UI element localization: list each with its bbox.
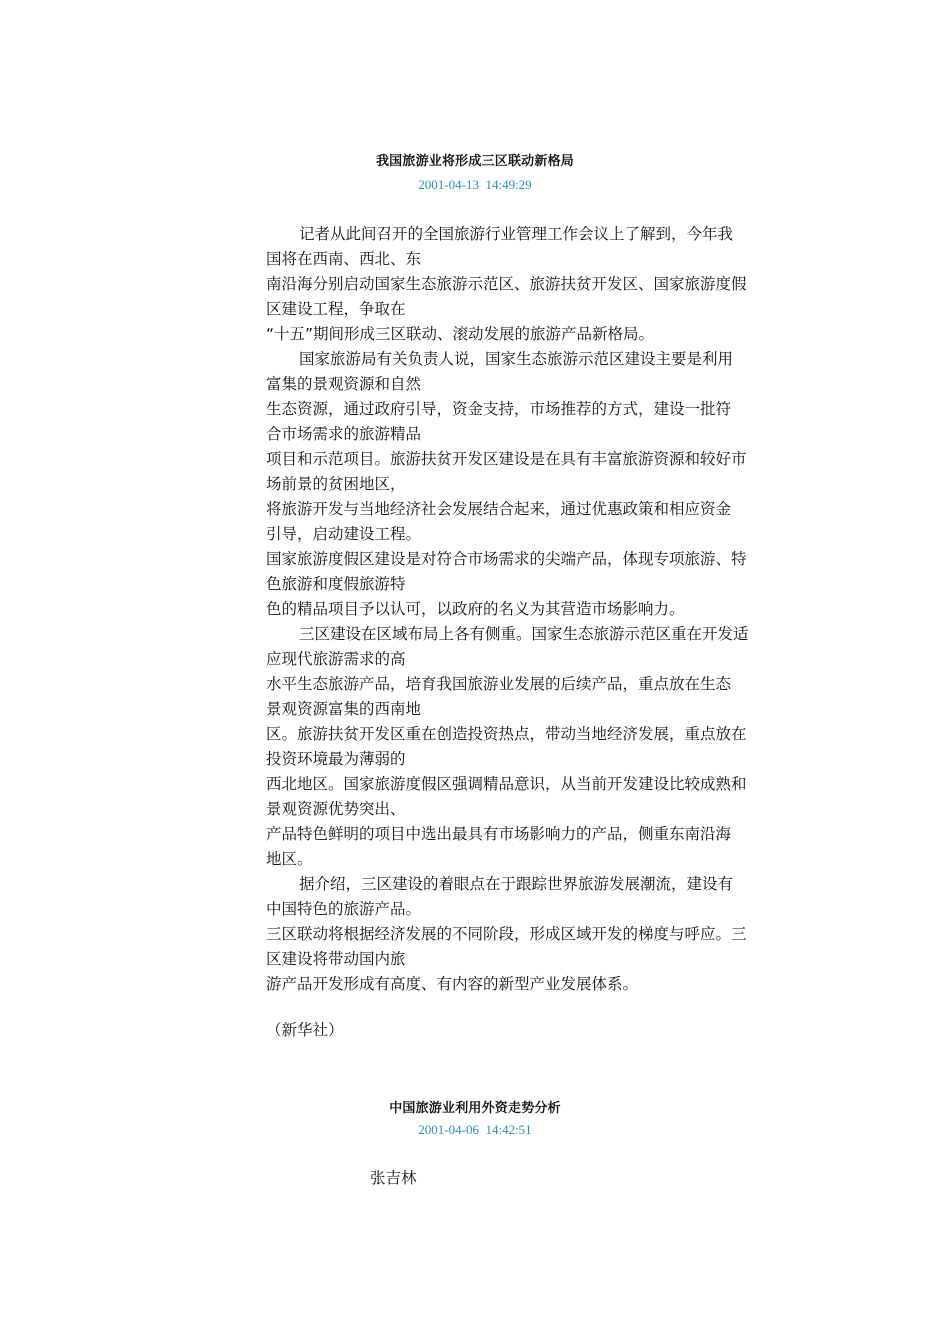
body-line: 南沿海分别启动国家生态旅游示范区、旅游扶贫开发区、国家旅游度假 (266, 275, 747, 293)
article-2-author: 张吉林 (370, 1169, 417, 1187)
body-line: 地区。 (266, 850, 313, 868)
body-line: 场前景的贫困地区， (266, 475, 406, 493)
body-line: 项目和示范项目。旅游扶贫开发区建设是在具有丰富旅游资源和较好市 (266, 450, 747, 468)
body-line: 富集的景观资源和自然 (266, 375, 422, 393)
body-line: 投资环境最为薄弱的 (266, 750, 406, 768)
body-line: 游产品开发形成有高度、有内容的新型产业发展体系。 (266, 975, 639, 993)
body-line: 色旅游和度假旅游特 (266, 575, 406, 593)
body-line: 记者从此间召开的全国旅游行业管理工作会议上了解到，今年我 (299, 225, 734, 243)
article-2-title: 中国旅游业利用外资走势分析 (389, 1101, 561, 1116)
body-line: 产品特色鲜明的项目中选出最具有市场影响力的产品，侧重东南沿海 (266, 825, 732, 843)
article-2-date: 2001-04-06 14:42:51 (418, 1122, 532, 1137)
body-line: 区建设工程，争取在 (266, 300, 406, 318)
body-line: 景观资源富集的西南地 (266, 700, 422, 718)
body-line: 区建设将带动国内旅 (266, 950, 406, 968)
body-line: 引导，启动建设工程。 (266, 525, 422, 543)
body-line: 中国特色的旅游产品。 (266, 900, 422, 918)
article-1-title: 我国旅游业将形成三区联动新格局 (375, 154, 574, 169)
body-line: 应现代旅游需求的高 (266, 650, 406, 668)
body-line: 色的精品项目予以认可，以政府的名义为其营造市场影响力。 (266, 600, 685, 618)
body-line: 三区联动将根据经济发展的不同阶段，形成区域开发的梯度与呼应。三 (266, 925, 747, 943)
body-line: “十五”期间形成三区联动、滚动发展的旅游产品新格局。 (266, 325, 655, 343)
article-1-body (266, 222, 786, 997)
body-line: 国家旅游局有关负责人说，国家生态旅游示范区建设主要是利用 (299, 350, 734, 368)
article-1-date: 2001-04-13 14:49:29 (418, 177, 532, 192)
body-line: 国将在西南、西北、东 (266, 250, 422, 268)
body-line: 西北地区。国家旅游度假区强调精品意识，从当前开发建设比较成熟和 (266, 775, 747, 793)
article-1-source: （新华社） (266, 1021, 344, 1039)
body-line: 区。旅游扶贫开发区重在创造投资热点，带动当地经济发展，重点放在 (266, 725, 747, 743)
body-line: 国家旅游度假区建设是对符合市场需求的尖端产品，体现专项旅游、特 (266, 550, 747, 568)
body-line: 合市场需求的旅游精品 (266, 425, 422, 443)
body-line: 将旅游开发与当地经济社会发展结合起来，通过优惠政策和相应资金 (266, 500, 732, 518)
body-line: 三区建设在区域布局上各有侧重。国家生态旅游示范区重在开发适 (299, 625, 749, 643)
body-line: 据介绍，三区建设的着眼点在于跟踪世界旅游发展潮流，建设有 (299, 875, 734, 893)
body-line: 景观资源优势突出、 (266, 800, 406, 818)
body-line: 水平生态旅游产品，培育我国旅游业发展的后续产品，重点放在生态 (266, 675, 732, 693)
body-line: 生态资源，通过政府引导，资金支持，市场推荐的方式，建设一批符 (266, 400, 732, 418)
